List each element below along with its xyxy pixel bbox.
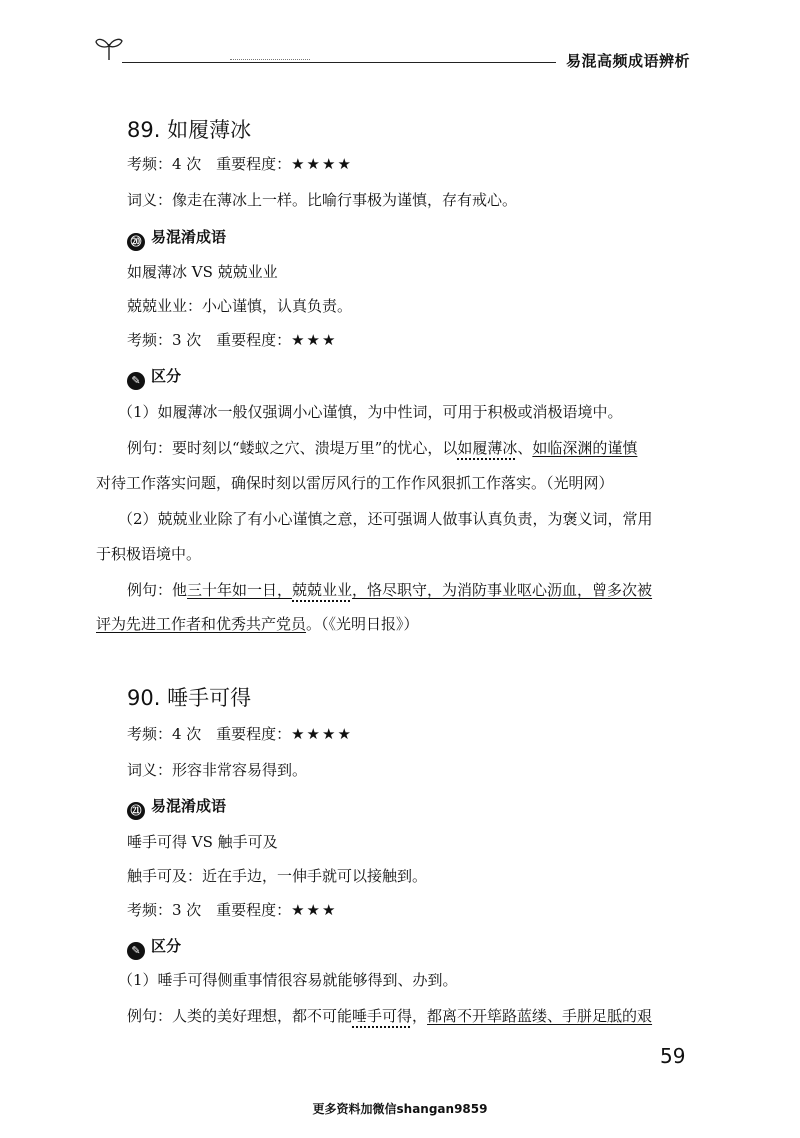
frequency-line bbox=[127, 724, 353, 744]
distinguish-heading bbox=[127, 366, 181, 390]
example-sentence bbox=[127, 1006, 652, 1026]
example-text: 例句：他 bbox=[127, 581, 188, 599]
header-rule-dots bbox=[230, 59, 310, 64]
section-number-badge: ㉑ bbox=[127, 802, 145, 820]
versus-line: 唾手可得 VS 触手可及 bbox=[127, 833, 278, 851]
header-title: 易混高频成语辨析 bbox=[566, 52, 691, 70]
other-meaning-line: 兢兢业业：小心谨慎，认真负责。 bbox=[127, 297, 353, 315]
importance-stars: ★★★★ bbox=[291, 155, 353, 173]
sprout-icon bbox=[94, 34, 124, 62]
confusable-heading-label: 易混淆成语 bbox=[151, 228, 227, 246]
other-importance-label: 重要程度： bbox=[216, 901, 292, 919]
confusable-heading-label: 易混淆成语 bbox=[151, 797, 227, 815]
confusable-heading bbox=[127, 227, 226, 251]
example-sentence-continued bbox=[96, 614, 419, 634]
other-importance-stars: ★★★ bbox=[291, 901, 338, 919]
example-text: 例句：要时刻以“蝼蚁之穴、溃堤万里”的忧心，以 bbox=[127, 439, 458, 457]
meaning-line: 词义：形容非常容易得到。 bbox=[127, 761, 308, 779]
example-sentence bbox=[127, 438, 637, 458]
example-text: 例句：人类的美好理想，都不可能 bbox=[127, 1007, 353, 1025]
header-rule bbox=[122, 62, 556, 63]
example-idiom: 兢兢业业 bbox=[292, 581, 353, 599]
other-frequency-label: 考频：3 次 bbox=[127, 901, 202, 919]
other-importance-stars: ★★★ bbox=[291, 331, 338, 349]
importance-stars: ★★★★ bbox=[291, 725, 353, 743]
page-header bbox=[0, 0, 800, 90]
example-underlined: 都离不开筚路蓝缕、手胼足胝的艰 bbox=[427, 1007, 653, 1025]
other-frequency-line bbox=[127, 900, 337, 920]
example-idiom: 如履薄冰 bbox=[457, 439, 518, 457]
section-number-badge: ⑳ bbox=[127, 233, 145, 251]
importance-label: 重要程度： bbox=[216, 155, 292, 173]
distinguish-point-2-continued: 于积极语境中。 bbox=[96, 545, 202, 563]
example-sentence bbox=[127, 580, 652, 600]
example-underlined: 如临深渊的谨慎 bbox=[532, 439, 638, 457]
frequency-label: 考频：4 次 bbox=[127, 155, 202, 173]
frequency-label: 考频：4 次 bbox=[127, 725, 202, 743]
example-sentence-continued: 对待工作落实问题，确保时刻以雷厉风行的工作作风狠抓工作落实。（光明网） bbox=[96, 474, 614, 492]
frequency-line bbox=[127, 154, 353, 174]
confusable-heading bbox=[127, 796, 226, 820]
example-text: 、 bbox=[517, 439, 533, 457]
distinguish-point-1: （1）如履薄冰一般仅强调小心谨慎，为中性词，可用于积极或消极语境中。 bbox=[118, 403, 623, 421]
distinguish-heading-label: 区分 bbox=[151, 937, 182, 955]
distinguish-point-2: （2）兢兢业业除了有小心谨慎之意，还可强调人做事认真负责，为褒义词，常用 bbox=[118, 510, 653, 528]
distinguish-heading-label: 区分 bbox=[151, 367, 182, 385]
example-underlined: ，恪尽职守，为消防事业呕心沥血，曾多次被 bbox=[352, 581, 653, 599]
meaning-line: 词义：像走在薄冰上一样。比喻行事极为谨慎，存有戒心。 bbox=[127, 191, 518, 209]
other-meaning-line: 触手可及：近在手边，一伸手就可以接触到。 bbox=[127, 867, 428, 885]
versus-line: 如履薄冰 VS 兢兢业业 bbox=[127, 263, 278, 281]
distinguish-icon: ✎ bbox=[127, 942, 145, 960]
page-number: 59 bbox=[660, 1044, 686, 1068]
other-frequency-label: 考频：3 次 bbox=[127, 331, 202, 349]
other-importance-label: 重要程度： bbox=[216, 331, 292, 349]
example-text: ， bbox=[412, 1007, 428, 1025]
distinguish-icon: ✎ bbox=[127, 372, 145, 390]
importance-label: 重要程度： bbox=[216, 725, 292, 743]
distinguish-point-1: （1）唾手可得侧重事情很容易就能够得到、办到。 bbox=[118, 971, 458, 989]
example-underlined: 评为先进工作者和优秀共产党员 bbox=[96, 615, 307, 633]
other-frequency-line bbox=[127, 330, 337, 350]
example-idiom: 唾手可得 bbox=[352, 1007, 413, 1025]
distinguish-heading bbox=[127, 936, 181, 960]
entry-title: 89. 如履薄冰 bbox=[127, 118, 252, 142]
example-source: 。（《光明日报》） bbox=[306, 615, 419, 633]
entry-title: 90. 唾手可得 bbox=[127, 686, 252, 710]
example-underlined: 三十年如一日， bbox=[187, 581, 293, 599]
footer-note: 更多资料加微信shangan9859 bbox=[312, 1102, 488, 1116]
